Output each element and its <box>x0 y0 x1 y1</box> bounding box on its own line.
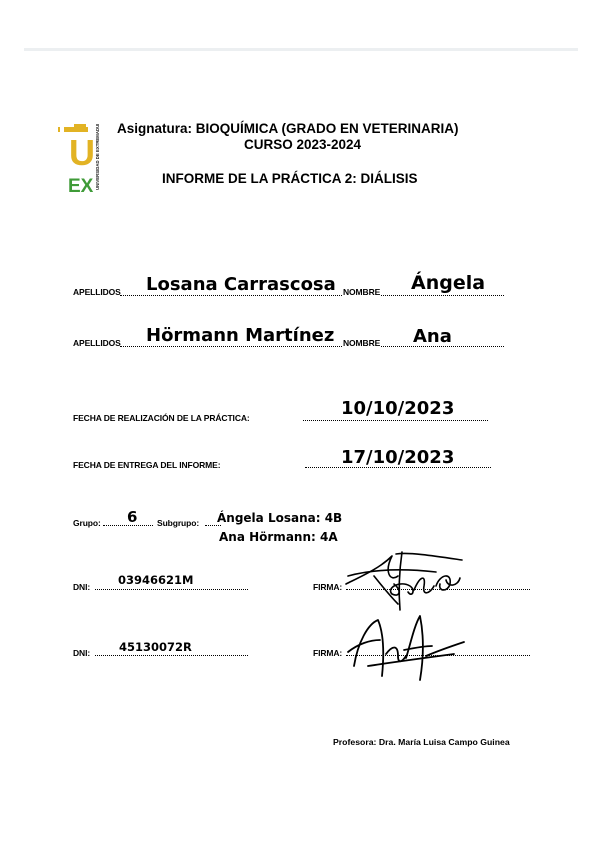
dni-label: DNI: <box>73 582 91 592</box>
logo-letters-ex: EX <box>68 176 94 196</box>
fecha-entrega-label: FECHA DE ENTREGA DEL INFORME: <box>73 460 221 470</box>
university-vertical-text: UNIVERSIDAD DE EXTREMADURA <box>95 124 100 190</box>
uex-logo-icon <box>58 124 102 196</box>
fecha-realizacion-dotted-line <box>303 420 488 421</box>
logo-letter-u: U <box>69 132 95 173</box>
nombre-value: Ángela <box>411 272 486 294</box>
apellidos-dotted-line <box>120 346 342 347</box>
page-top-border <box>24 48 578 51</box>
apellidos-value: Losana Carrascosa <box>146 274 336 295</box>
fecha-entrega-value: 17/10/2023 <box>341 447 455 468</box>
signature-angela <box>340 546 470 614</box>
grupo-value: 6 <box>127 508 138 526</box>
apellidos-value: Hörmann Martínez <box>146 325 335 346</box>
dni-dotted-line <box>95 589 248 590</box>
dni-value: 45130072R <box>119 640 192 654</box>
signature-ana <box>344 606 469 686</box>
apellidos-label: APELLIDOS <box>73 287 121 297</box>
apellidos-label: APELLIDOS <box>73 338 121 348</box>
firma-label: FIRMA: <box>313 582 343 592</box>
dni-label: DNI: <box>73 648 91 658</box>
informe-title: INFORME DE LA PRÁCTICA 2: DIÁLISIS <box>162 171 418 186</box>
nombre-dotted-line <box>381 295 504 296</box>
firma-label: FIRMA: <box>313 648 343 658</box>
apellidos-dotted-line <box>120 295 342 296</box>
profesora-text: Profesora: Dra. María Luisa Campo Guinea <box>333 737 510 747</box>
dni-value: 03946621M <box>118 573 194 587</box>
subgrupo-label: Subgrupo: <box>157 518 200 528</box>
fecha-realizacion-value: 10/10/2023 <box>341 398 455 419</box>
subgrupo-dotted-line <box>205 525 221 526</box>
grupo-label: Grupo: <box>73 518 101 528</box>
fecha-realizacion-label: FECHA DE REALIZACIÓN DE LA PRÁCTICA: <box>73 413 250 423</box>
subgrupo-line-2: Ana Hörmann: 4A <box>219 530 338 544</box>
asignatura-title: Asignatura: BIOQUÍMICA (GRADO EN VETERINARIA) <box>117 121 459 136</box>
curso-title: CURSO 2023-2024 <box>244 137 362 152</box>
university-logo <box>58 124 102 196</box>
nombre-label: NOMBRE <box>343 338 381 348</box>
nombre-label: NOMBRE <box>343 287 381 297</box>
subgrupo-line-1: Ángela Losana: 4B <box>217 511 343 525</box>
dni-dotted-line <box>95 655 248 656</box>
nombre-value: Ana <box>413 326 452 347</box>
